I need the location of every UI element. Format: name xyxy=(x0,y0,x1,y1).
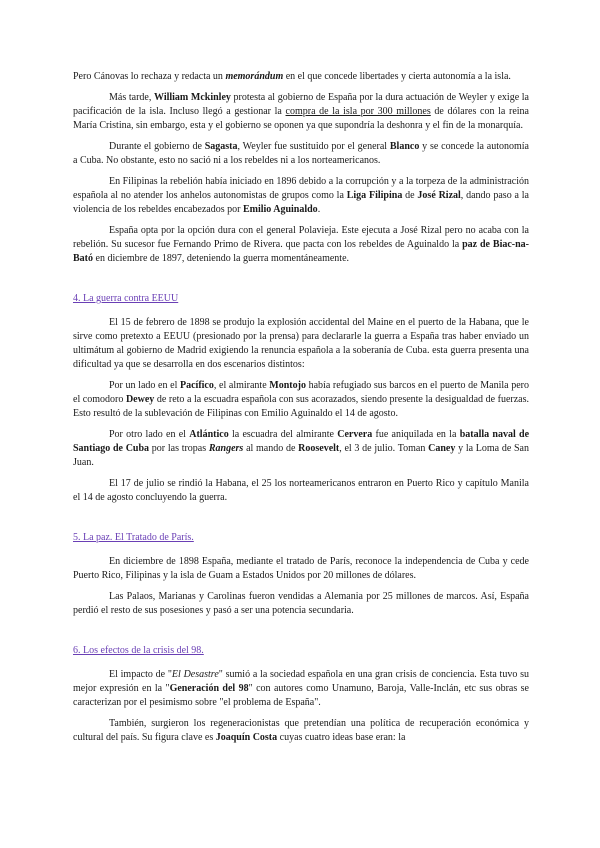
paragraph: El 15 de febrero de 1898 se produjo la explosión accidental del Maine en el puerto de la Habana, que le sirve como pretexto a EEUU (presionado por la prensa) para declararle la guerra a España tras haber enviado un ultimátum al gobierno de Madrid exigiendo la renuncia española a la soberanía de Cuba. esta guerra presenta una dificultad ya que se desarrolla en dos escenarios distintos: xyxy=(73,317,529,370)
paragraph: Durante el gobierno de Sagasta, Weyler fue sustituido por el general Blanco y se concede la autonomía a Cuba. No obstante, esto no sació ni a los rebeldes ni a los norteamericanos. xyxy=(73,141,529,166)
paragraph: En diciembre de 1898 España, mediante el tratado de París, reconoce la independencia de Cuba y cede Puerto Rico, Filipinas y la isla de Guam a Estados Unidos por 20 millones de dólares. xyxy=(73,556,529,581)
paragraph: El 17 de julio se rindió la Habana, el 25 los norteamericanos entraron en Puerto Rico y capítulo Manila el 14 de agosto concluyendo la guerra. xyxy=(73,478,529,503)
section-heading-4[interactable]: 4. La guerra contra EEUU xyxy=(73,293,179,304)
paragraph: Las Palaos, Marianas y Carolinas fueron vendidas a Alemania por 25 millones de marcos. Así, España perdió el resto de sus posesiones y pasó a ser una potencia secundaria. xyxy=(73,591,529,616)
paragraph: España opta por la opción dura con el general Polavieja. Este ejecuta a José Rizal pero no acaba con la rebelión. Su sucesor fue Fernando Primo de Rivera. que pacta con los rebeldes de Aguinaldo la paz de Biac-na-Bató en diciembre de 1897, deteniendo la guerra momentáneamente. xyxy=(73,225,530,264)
paragraph: El impacto de "El Desastre" sumió a la sociedad española en una gran crisis de conciencia. Esta tuvo su mejor expresión en la "Generación del 98" con autores como Unamuno, Baroja, Valle-Inclán, etc sus obras se caracterizan por el pesimismo sobre "el problema de España". xyxy=(73,669,529,708)
section-heading-5[interactable]: 5. La paz. El Tratado de París. xyxy=(73,532,194,543)
paragraph: También, surgieron los regeneracionistas que pretendían una política de recuperación económica y cultural del país. Su figura clave es Joaquín Costa cuyas cuatro ideas base eran: la xyxy=(73,718,529,743)
paragraph: Pero Cánovas lo rechaza y redacta un memorándum en el que concede libertades y cierta autonomía a la isla. xyxy=(73,71,511,82)
section-heading-6[interactable]: 6. Los efectos de la crisis del 98. xyxy=(73,645,204,656)
paragraph: En Filipinas la rebelión había iniciado en 1896 debido a la corrupción y a la torpeza de la administración española al no atender los anhelos autonomistas de grupos como la Liga Filipina de José Rizal, dando paso a la violencia de los rebeldes encabezados por Emilio Aguinaldo. xyxy=(73,176,529,215)
document-page xyxy=(73,70,529,752)
paragraph: Por otro lado en el Atlántico la escuadra del almirante Cervera fue aniquilada en la batalla naval de Santiago de Cuba por las tropas Rangers al mando de Roosevelt, el 3 de julio. Toman Caney y la Loma de San Juan. xyxy=(73,429,530,468)
paragraph: Más tarde, William Mckinley protesta al gobierno de España por la dura actuación de Weyler y exige la pacificación de la isla. Incluso llegó a gestionar la compra de la isla por 300 millones de dólares con la reina María Cristina, sin embargo, esta y el gobierno se oponen ya que supondría la deshonra y el fin de la monarquía. xyxy=(73,92,529,131)
paragraph: Por un lado en el Pacífico, el almirante Montojo había refugiado sus barcos en el puerto de Manila pero el comodoro Dewey de reto a la escuadra española con sus acorazados, siendo presente la desigualdad de fuerzas. Esto resultó de la sublevación de Filipinas con Emilio Aguinaldo el 14 de agosto. xyxy=(73,380,530,419)
